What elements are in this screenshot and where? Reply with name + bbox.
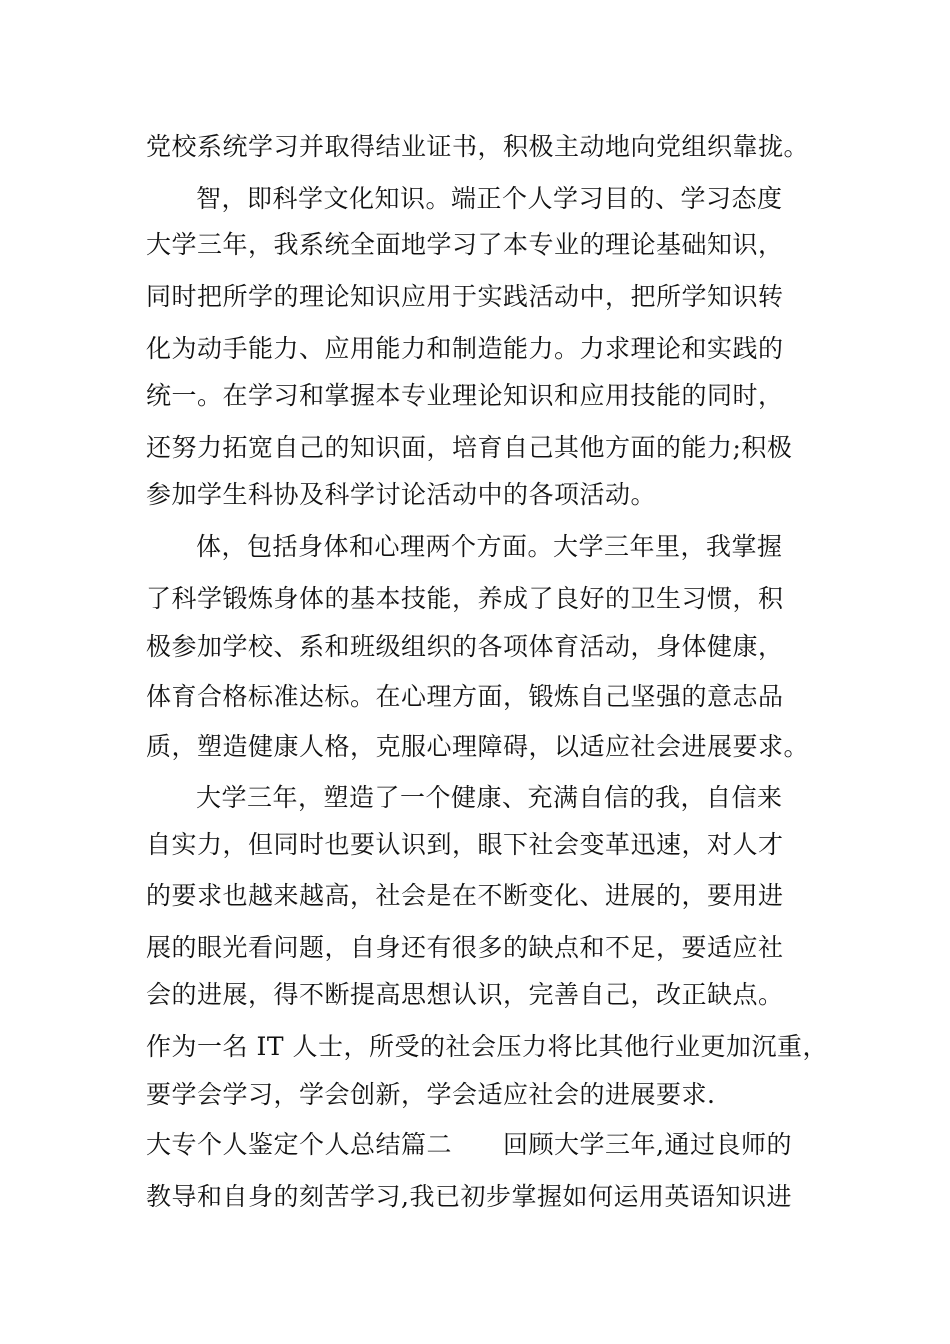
text-line-6: 统一。在学习和掌握本专业理论知识和应用技能的同时， (146, 381, 784, 410)
text-line-19: 作为一名 IT 人士，所受的社会压力将比其他行业更加沉重， (146, 1032, 828, 1061)
paragraph-start-line-zhi: 智，即科学文化知识。端正个人学习目的、学习态度 (196, 184, 783, 213)
text-line-12: 体育合格标准达标。在心理方面，锻炼自己坚强的意志品 (146, 682, 784, 711)
paragraph-start-line-summary: 大学三年，塑造了一个健康、充满自信的我，自信来 (196, 783, 783, 812)
text-line-11: 极参加学校、系和班级组织的各项体育活动，身体健康， (146, 632, 784, 661)
text-line-17: 展的眼光看问题，自身还有很多的缺点和不足，要适应社 (146, 933, 784, 962)
text-line-4: 同时把所学的理论知识应用于实践活动中，把所学知识转 (146, 282, 784, 311)
text-line-1: 党校系统学习并取得结业证书，积极主动地向党组织靠拢。 (146, 132, 810, 161)
text-line-22: 教导和自身的刻苦学习,我已初步掌握如何运用英语知识进 (146, 1182, 792, 1211)
text-line-3: 大学三年，我系统全面地学习了本专业的理论基础知识， (146, 230, 784, 259)
section-heading-line: 大专个人鉴定个人总结篇二 回顾大学三年,通过良师的 (146, 1130, 792, 1159)
text-line-10: 了科学锻炼身体的基本技能，养成了良好的卫生习惯，积 (146, 584, 784, 613)
text-line-8: 参加学生科协及科学讨论活动中的各项活动。 (146, 480, 657, 509)
text-line-13: 质，塑造健康人格，克服心理障碍，以适应社会进展要求。 (146, 732, 810, 761)
text-line-18: 会的进展，得不断提高思想认识，完善自己，改正缺点。 (146, 980, 784, 1009)
text-line-5: 化为动手能力、应用能力和制造能力。力求理论和实践的 (146, 334, 784, 363)
text-line-20: 要学会学习，学会创新，学会适应社会的进展要求. (146, 1080, 716, 1109)
paragraph-start-line-ti: 体，包括身体和心理两个方面。大学三年里，我掌握 (196, 532, 783, 561)
text-line-16: 的要求也越来越高，社会是在不断变化、进展的，要用进 (146, 881, 784, 910)
text-line-7: 还努力拓宽自己的知识面，培育自己其他方面的能力;积极 (146, 433, 793, 462)
text-line-15: 自实力，但同时也要认识到，眼下社会变革迅速，对人才 (146, 830, 784, 859)
